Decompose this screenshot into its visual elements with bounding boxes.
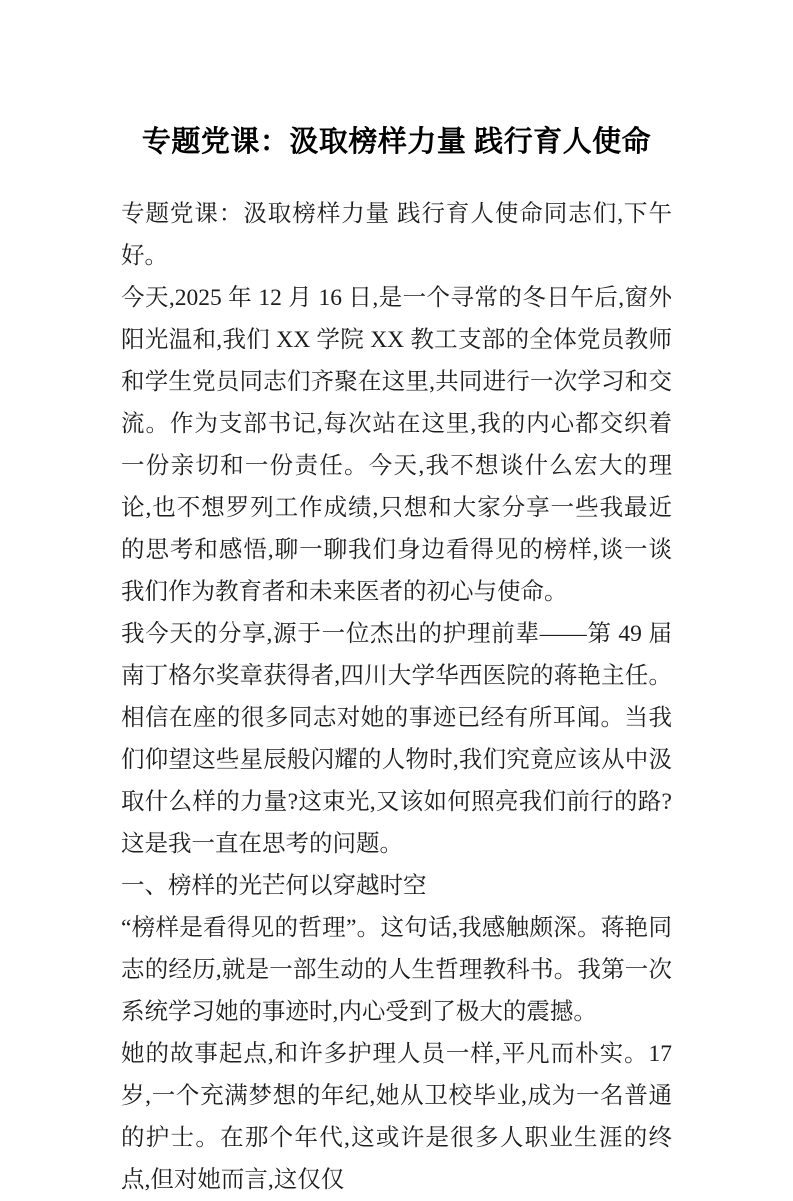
paragraph-introduction: 我今天的分享,源于一位杰出的护理前辈——第 49 届南丁格尔奖章获得者,四川大学华西医院的蒋艳主任。相信在座的很多同志对她的事迹已经有所耳闻。当我们仰望这些星辰般闪耀的人物时,我们究竟应该从中汲取什么样的力量?这束光,又该如何照亮我们前行的路?这是我一直在思考的问题。 [121, 621, 672, 857]
section-heading-1: 一、榜样的光芒何以穿越时空 [121, 873, 427, 899]
paragraph-greeting: 专题党课：汲取榜样力量 践行育人使命同志们,下午好。 [121, 201, 672, 269]
document-title: 专题党课：汲取榜样力量 践行育人使命 [141, 126, 652, 158]
paragraph-opening: 今天,2025 年 12 月 16 日,是一个寻常的冬日午后,窗外阳光温和,我们 XX 学院 XX 教工支部的全体党员教师和学生党员同志们齐聚在这里,共同进行一次学习和交流。作为支部书记,每次站在这里,我的内心都交织着一份亲切和一份责任。今天,我不想谈什么宏大的理论,也不想罗列工作成绩,只想和大家分享一些我最近的思考和感悟,聊一聊我们身边看得见的榜样,谈一谈我们作为教育者和未来医者的初心与使命。 [121, 285, 672, 605]
paragraph-philosophy: “榜样是看得见的哲理”。这句话,我感触颇深。蒋艳同志的经历,就是一部生动的人生哲理教科书。我第一次系统学习她的事迹时,内心受到了极大的震撼。 [121, 915, 672, 1025]
paragraph-story-truncated: 她的故事起点,和许多护理人员一样,平凡而朴实。17 岁,一个充满梦想的年纪,她从卫校毕业,成为一名普通的护士。在那个年代,这或许是很多人职业生涯的终点,但对她而言,这仅仅 [121, 1041, 672, 1193]
